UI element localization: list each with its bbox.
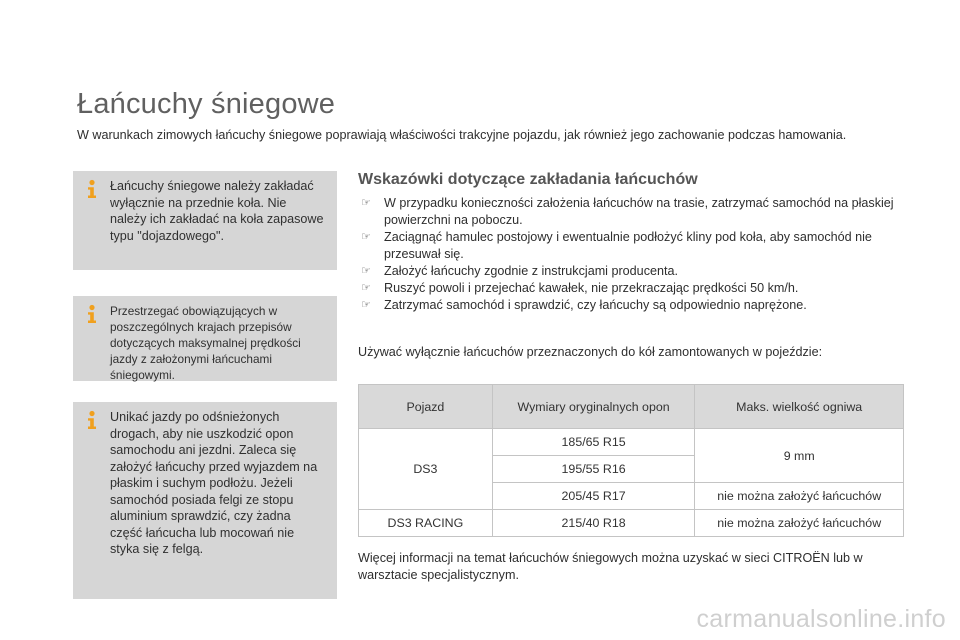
watermark: carmanualsonline.info — [696, 605, 946, 633]
list-item: ☞ Zaciągnąć hamulec postojowy i ewentualnie podłożyć kliny pod koła, aby samochód nie przesuwał się. — [361, 230, 872, 261]
info-icon — [83, 179, 101, 199]
intro-text: W warunkach zimowych łańcuchy śniegowe poprawiają właściwości trakcyjne pojazdu, jak również jego zachowanie podczas hamowania. — [77, 128, 847, 142]
bullet-arrow-icon: ☞ — [361, 197, 371, 209]
cell-link-size: 9 mm — [695, 429, 904, 483]
more-info-text: Więcej informacji na temat łańcuchów śniegowych można uzyskać w sieci CITROËN lub w warsztacie specjalistycznym. — [358, 551, 863, 582]
cell-vehicle-ds3: DS3 — [359, 429, 493, 510]
section-title: Wskazówki dotyczące zakładania łańcuchów — [358, 171, 698, 188]
header-tyre-size: Wymiary oryginalnych opon — [492, 385, 695, 429]
info-box-cleared-roads — [73, 402, 337, 599]
info-icon — [83, 304, 101, 324]
bullet-arrow-icon: ☞ — [361, 299, 371, 311]
cell-vehicle-ds3-racing: DS3 RACING — [359, 510, 493, 537]
cell-tyre: 185/65 R15 — [492, 429, 695, 456]
instruction-list — [361, 195, 906, 314]
table-row — [359, 510, 904, 537]
table-header-row — [359, 385, 904, 429]
list-item: ☞ W przypadku konieczności założenia łańcuchów na trasie, zatrzymać samochód na płaskiej powierzchni na poboczu. — [361, 196, 894, 227]
info-box-speed-limits — [73, 296, 337, 381]
info-icon — [83, 410, 101, 430]
snow-chains-table — [358, 384, 904, 537]
bullet-arrow-icon: ☞ — [361, 231, 371, 243]
page-title: Łańcuchy śniegowe — [77, 88, 336, 120]
cell-tyre: 195/55 R16 — [492, 456, 695, 483]
header-vehicle: Pojazd — [359, 385, 493, 429]
header-link-size: Maks. wielkość ogniwa — [695, 385, 904, 429]
cell-link-size: nie można założyć łańcuchów — [695, 483, 904, 510]
table-row — [359, 429, 904, 456]
cell-tyre: 205/45 R17 — [492, 483, 695, 510]
usage-text: Używać wyłącznie łańcuchów przeznaczonych do kół zamontowanych w pojeździe: — [358, 345, 823, 359]
list-item: ☞ Założyć łańcuchy zgodnie z instrukcjami producenta. — [361, 264, 678, 278]
info-box-text: Unikać jazdy po odśnieżonych drogach, aby nie uszkodzić opon samochodu ani jezdni. Zaleca się założyć łańcuchy przed wyjazdem na płaskim i suchym podłożu. Jeżeli samochód posiada felgi ze stopu aluminium sprawdzić, czy żadna część łańcucha lub mocowań nie styka się z felgą. — [110, 410, 318, 556]
list-item: ☞ Ruszyć powoli i przejechać kawałek, nie przekraczając prędkości 50 km/h. — [361, 281, 799, 295]
bullet-arrow-icon: ☞ — [361, 265, 371, 277]
cell-link-size: nie można założyć łańcuchów — [695, 510, 904, 537]
list-item: ☞ Zatrzymać samochód i sprawdzić, czy łańcuchy są odpowiednio naprężone. — [361, 298, 807, 312]
cell-tyre: 215/40 R18 — [492, 510, 695, 537]
info-box-text: Łańcuchy śniegowe należy zakładać wyłącznie na przednie koła. Nie należy ich zakładać na koła zapasowe typu "dojazdowego". — [110, 179, 324, 243]
info-box-front-wheels — [73, 171, 337, 270]
info-box-text: Przestrzegać obowiązujących w poszczególnych krajach przepisów dotyczących maksymalnej prędkości jazdy z założonymi łańcuchami śniegowymi. — [110, 304, 301, 382]
bullet-arrow-icon: ☞ — [361, 282, 371, 294]
